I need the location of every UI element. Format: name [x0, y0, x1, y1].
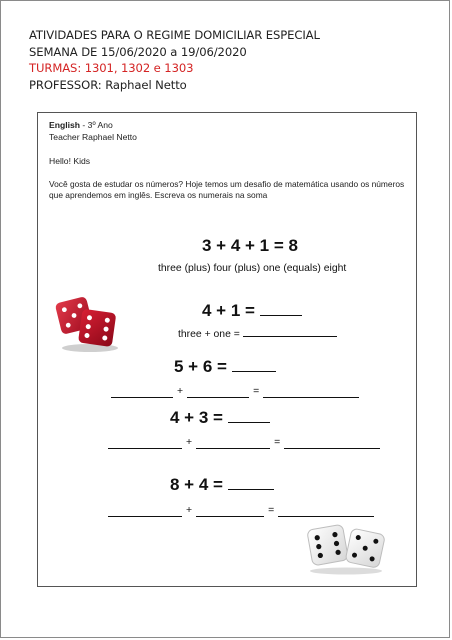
equals-sign: =	[274, 437, 281, 448]
plus-sign: +	[186, 437, 193, 448]
header-teacher: PROFESSOR: Raphael Netto	[29, 77, 187, 92]
example-equation: 3 + 4 + 1 = 8	[202, 236, 298, 255]
question-2-blank-2[interactable]	[187, 385, 249, 398]
question-4-equation	[170, 475, 274, 495]
question-1-answer-blank[interactable]	[260, 314, 302, 316]
question-4-answer-blank[interactable]	[228, 488, 274, 490]
question-4-blank-2[interactable]	[196, 504, 264, 517]
question-3-text: 4 + 3 =	[170, 408, 228, 427]
document-header	[29, 27, 320, 93]
worksheet-box	[37, 112, 417, 587]
question-4-text: 8 + 4 =	[170, 475, 228, 494]
question-4-blank-1[interactable]	[108, 504, 182, 517]
greeting: Hello! Kids	[49, 156, 91, 166]
question-3-answer-blank[interactable]	[228, 421, 270, 423]
instructions: Você gosta de estudar os números? Hoje temos um desafio de matemática usando os números que aprendemos em inglês. Escreva os numerais na soma	[49, 179, 405, 200]
question-3-words-row	[108, 436, 380, 449]
question-4-blank-3[interactable]	[278, 504, 374, 517]
question-1-equation	[202, 301, 302, 321]
question-3-equation	[170, 408, 270, 428]
question-1-text: 4 + 1 =	[202, 301, 260, 320]
question-2-blank-3[interactable]	[263, 385, 359, 398]
plus-sign: +	[186, 505, 193, 516]
header-week: SEMANA DE 15/06/2020 a 19/06/2020	[29, 44, 247, 59]
example-words: three (plus) four (plus) one (equals) eight	[158, 263, 347, 274]
equals-sign: =	[253, 386, 260, 397]
subject-label: English	[49, 120, 81, 130]
question-1-words-blank[interactable]	[243, 335, 337, 337]
white-dice-icon	[306, 519, 386, 575]
question-1-words-text: three + one =	[178, 329, 243, 340]
question-3-blank-3[interactable]	[284, 436, 380, 449]
question-3-blank-1[interactable]	[108, 436, 182, 449]
question-2-text: 5 + 6 =	[174, 357, 232, 376]
red-dice-icon	[54, 291, 120, 353]
question-4-words-row	[108, 504, 374, 517]
subject-line	[49, 120, 113, 131]
question-2-blank-1[interactable]	[111, 385, 173, 398]
question-2-equation	[174, 357, 276, 377]
question-2-words-row	[111, 385, 359, 398]
question-2-answer-blank[interactable]	[232, 370, 276, 372]
question-1-words	[178, 329, 337, 340]
teacher-line: Teacher Raphael Netto	[49, 132, 137, 142]
header-title: ATIVIDADES PARA O REGIME DOMICILIAR ESPECIAL	[29, 28, 320, 42]
plus-sign: +	[177, 386, 184, 397]
grade-label: - 3º Ano	[80, 120, 113, 130]
equals-sign: =	[268, 505, 275, 516]
question-3-blank-2[interactable]	[196, 436, 270, 449]
header-classes: TURMAS: 1301, 1302 e 1303	[29, 61, 194, 75]
